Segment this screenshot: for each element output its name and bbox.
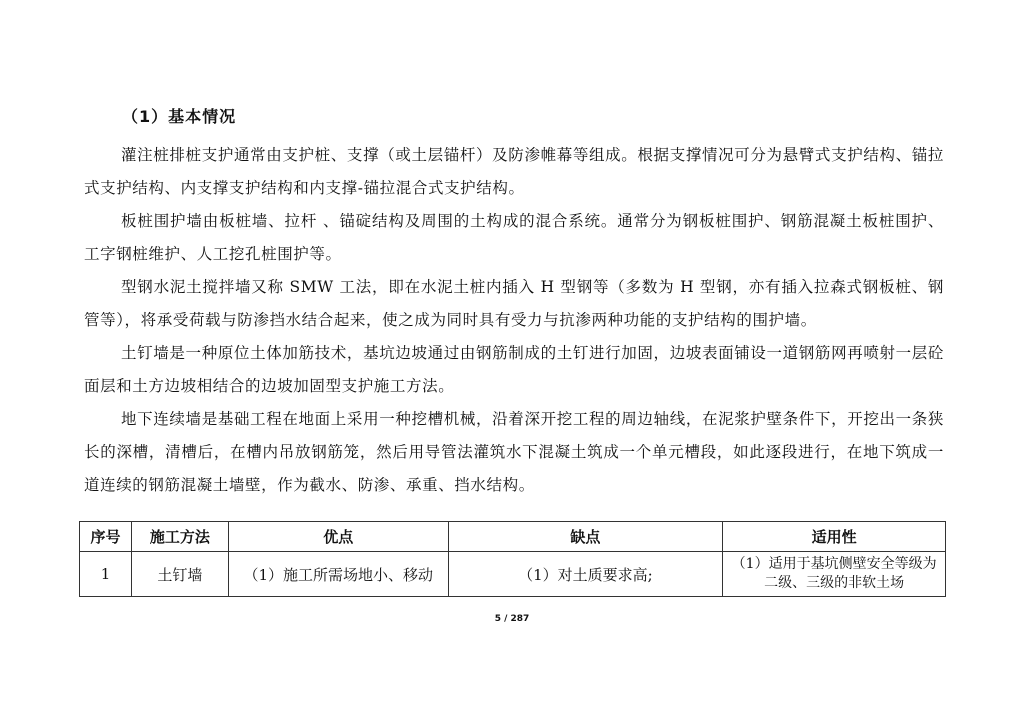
cell-method: 土钉墙: [131, 552, 228, 597]
section-heading: （1）基本情况: [122, 107, 237, 126]
column-header-method: 施工方法: [131, 522, 228, 552]
column-header-applicability: 适用性: [723, 522, 946, 552]
table-row: [80, 552, 946, 597]
paragraph-cast-in-place-pile: 灌注桩排桩支护通常由支护桩、支撑（或土层锚杆）及防渗帷幕等组成。根据支撑情况可分为悬臂式支护结构、锚拉式支护结构、内支撑支护结构和内支撑-锚拉混合式支护结构。: [84, 146, 944, 197]
column-header-advantages: 优点: [228, 522, 448, 552]
cell-applicability: （1）适用于基坑侧壁安全等级为二级、三级的非软土场: [723, 552, 946, 597]
page-number: 5 / 287: [494, 614, 530, 624]
paragraph-diaphragm-wall: 地下连续墙是基础工程在地面上采用一种挖槽机械，沿着深开挖工程的周边轴线，在泥浆护壁条件下，开挖出一条狭长的深槽，清槽后，在槽内吊放钢筋笼，然后用导管法灌筑水下混凝土筑成一个单元槽段，如此逐段进行，在地下筑成一道连续的钢筋混凝土墙壁，作为截水、防渗、承重、挡水结构。: [84, 410, 944, 494]
cell-advantages: （1）施工所需场地小、移动: [228, 552, 448, 597]
construction-methods-table: [79, 521, 946, 597]
paragraph-smw-method: 型钢水泥土搅拌墙又称 SMW 工法，即在水泥土桩内插入 H 型钢等（多数为 H 型钢，亦有插入拉森式钢板桩、钢管等），将承受荷载与防渗挡水结合起来，使之成为同时具有受力与抗渗两种功能的支护结构的围护墙。: [84, 278, 944, 329]
column-header-disadvantages: 缺点: [448, 522, 723, 552]
cell-number: 1: [80, 552, 132, 597]
cell-disadvantages: （1）对土质要求高;: [448, 552, 723, 597]
table-header-row: [80, 522, 946, 552]
paragraph-sheet-pile-wall: 板桩围护墙由板桩墙、拉杆 、锚碇结构及周围的土构成的混合系统。通常分为钢板桩围护、钢筋混凝土板桩围护、工字钢桩维护、人工挖孔桩围护等。: [84, 212, 944, 263]
paragraph-soil-nail-wall: 土钉墙是一种原位土体加筋技术，基坑边坡通过由钢筋制成的土钉进行加固，边坡表面铺设一道钢筋网再喷射一层砼面层和土方边坡相结合的边坡加固型支护施工方法。: [84, 344, 944, 395]
column-header-number: 序号: [80, 522, 132, 552]
